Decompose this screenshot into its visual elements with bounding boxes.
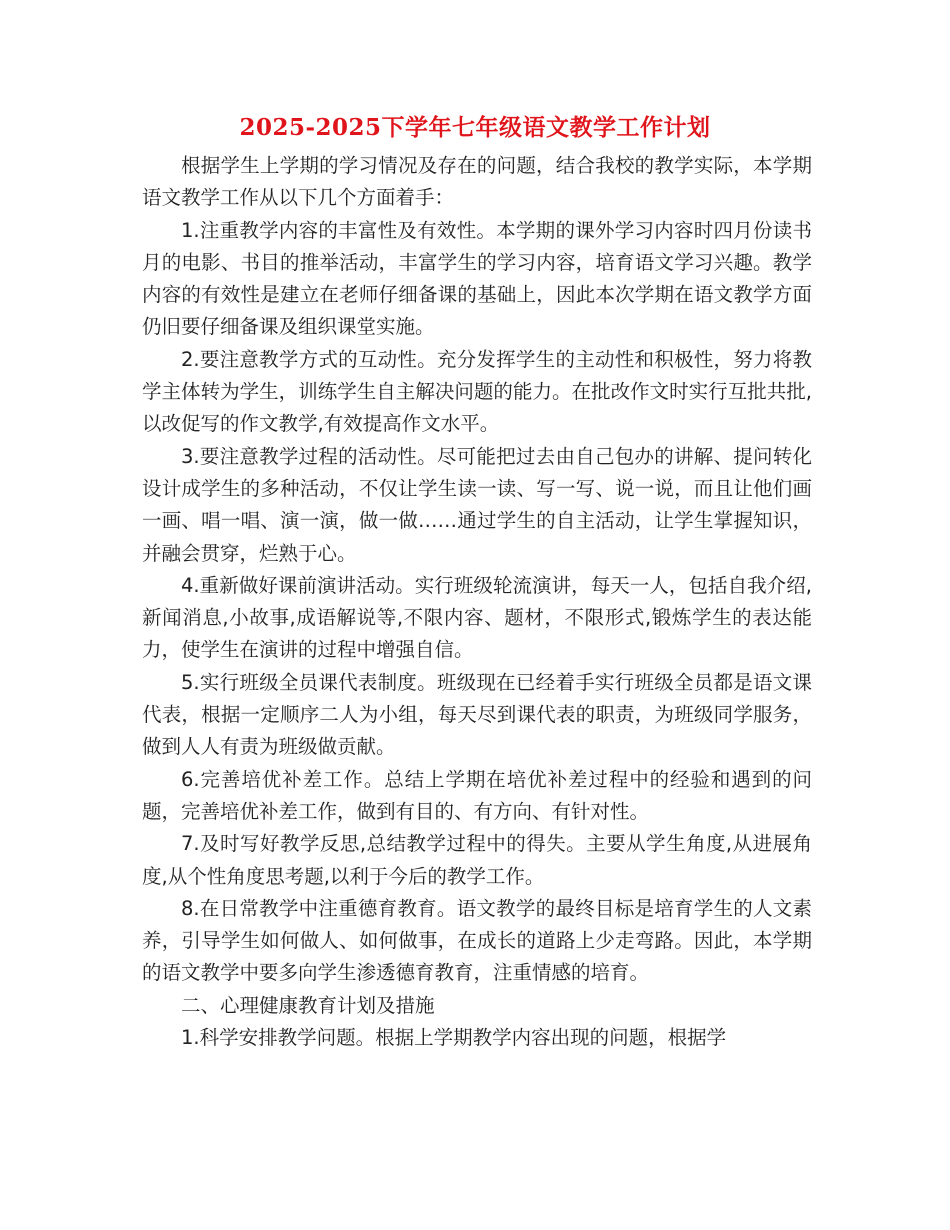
paragraph-item-7: 7.及时写好教学反思,总结教学过程中的得失。主要从学生角度,从进展角度,从个性角度思考题,以利于今后的教学工作。 [142, 832, 812, 888]
paragraph-item-3: 3.要注意教学过程的活动性。尽可能把过去由自己包办的讲解、提问转化设计成学生的多种活动，不仅让学生读一读、写一写、说一说，而且让他们画一画、唱一唱、演一演，做一做……通过学生的自主活动，让学生掌握知识，并融会贯穿，烂熟于心。 [142, 444, 812, 565]
paragraph-item-5: 5.实行班级全员课代表制度。班级现在已经着手实行班级全员都是语文课代表，根据一定顺序二人为小组，每天尽到课代表的职责，为班级同学服务，做到人人有责为班级做贡献。 [142, 670, 812, 759]
paragraph-item-2: 2.要注意教学方式的互动性。充分发挥学生的主动性和积极性，努力将教学主体转为学生，训练学生自主解决问题的能力。在批改作文时实行互批共批,以改促写的作文教学,有效提高作文水平。 [142, 347, 812, 436]
document-body [142, 150, 812, 1054]
paragraph-item-6: 6.完善培优补差工作。总结上学期在培优补差过程中的经验和遇到的问题，完善培优补差工作，做到有目的、有方向、有针对性。 [142, 767, 812, 823]
intro-paragraph: 根据学生上学期的学习情况及存在的问题，结合我校的教学实际，本学期语文教学工作从以下几个方面着手： [142, 154, 812, 210]
paragraph-item-8: 8.在日常教学中注重德育教育。语文教学的最终目标是培育学生的人文素养，引导学生如何做人、如何做事，在成长的道路上少走弯路。因此，本学期的语文教学中要多向学生渗透德育教育，注重情感的培育。 [142, 896, 812, 985]
paragraph-item-1: 1.注重教学内容的丰富性及有效性。本学期的课外学习内容时四月份读书月的电影、书目的推举活动，丰富学生的学习内容，培育语文学习兴趣。教学内容的有效性是建立在老师仔细备课的基础上，因此本次学期在语文教学方面仍旧要仔细备课及组织课堂实施。 [142, 218, 812, 339]
document-title: 2025-2025下学年七年级语文教学工作计划 [239, 114, 711, 141]
section-paragraph-1: 1.科学安排教学问题。根据上学期教学内容出现的问题，根据学 [181, 1026, 727, 1050]
section-heading: 二、心理健康教育计划及措施 [181, 993, 435, 1017]
paragraph-item-4: 4.重新做好课前演讲活动。实行班级轮流演讲，每天一人，包括自我介绍,新闻消息,小故事,成语解说等,不限内容、题材，不限形式,锻炼学生的表达能力，使学生在演讲的过程中增强自信。 [142, 573, 812, 662]
